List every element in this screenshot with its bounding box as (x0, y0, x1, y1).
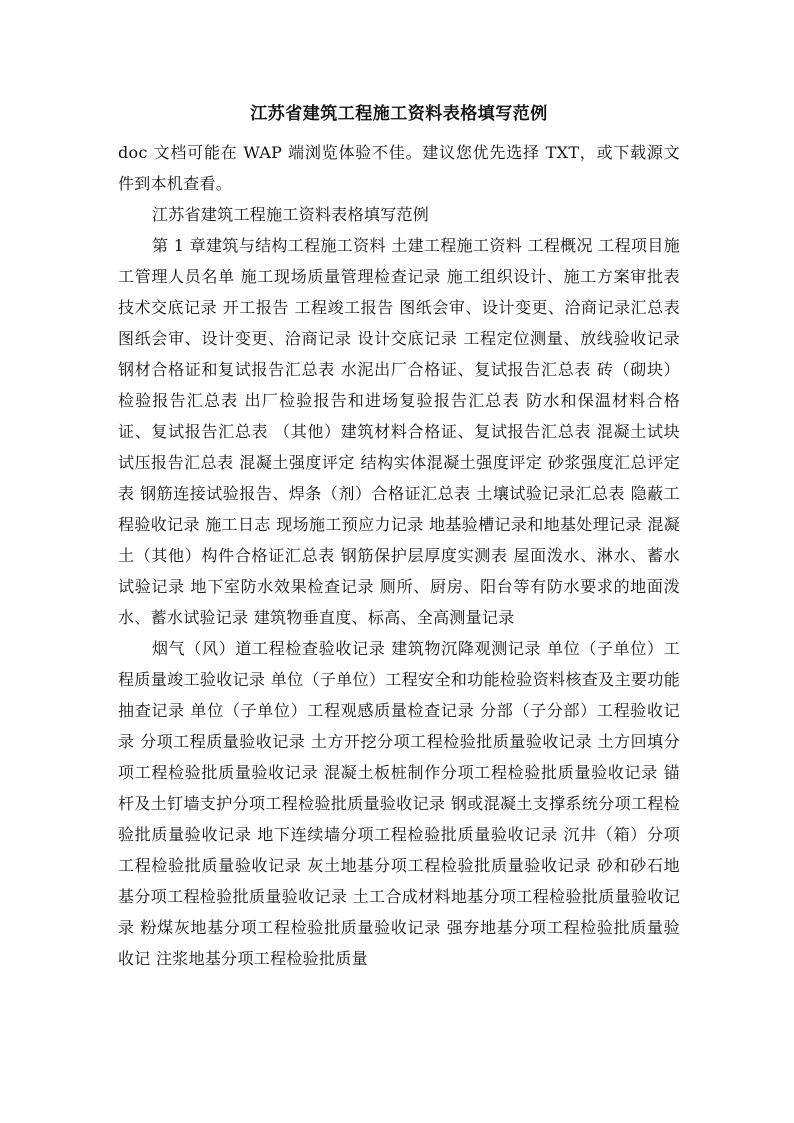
subtitle-paragraph: 江苏省建筑工程施工资料表格填写范例 (152, 205, 430, 224)
body-paragraph-1: 第 1 章建筑与结构工程施工资料 土建工程施工资料 工程概况 工程项目施工管理人员名单 施工现场质量管理检查记录 施工组织设计、施工方案审批表 技术交底记录 开工报告 工程竣工报告 图纸会审、设计变更、洽商记录汇总表 图纸会审、设计变更、洽商记录 设计交底记录 工程定位测量、放线验收记录 钢材合格证和复试报告汇总表 水泥出厂合格证、复试报告汇总表 砖（砌块）检验报告汇总表 出厂检验报告和进场复验报告汇总表 防水和保温材料合格证、复试报告汇总表 （其他）建筑材料合格证、复试报告汇总表 混凝土试块试压报告汇总表 混凝土强度评定 结构实体混凝土强度评定 砂浆强度汇总评定表 钢筋连接试验报告、焊条（剂）合格证汇总表 土壤试验记录汇总表 隐蔽工程验收记录 施工日志 现场施工预应力记录 地基验槽记录和地基处理记录 混凝土（其他）构件合格证汇总表 钢筋保护层厚度实测表 屋面泼水、淋水、蓄水试验记录 地下室防水效果检查记录 厕所、厨房、阳台等有防水要求的地面泼水、蓄水试验记录 建筑物垂直度、标高、全高测量记录 (118, 236, 680, 627)
document-page (118, 100, 680, 974)
document-title: 江苏省建筑工程施工资料表格填写范例 (250, 104, 548, 124)
body-paragraph-2: 烟气（风）道工程检查验收记录 建筑物沉降观测记录 单位（子单位）工程质量竣工验收记录 单位（子单位）工程安全和功能检验资料核查及主要功能抽查记录 单位（子单位）工程观感质量检查记录 分部（子分部）工程验收记录 分项工程质量验收记录 土方开挖分项工程检验批质量验收记录 土方回填分项工程检验批质量验收记录 混凝土板桩制作分项工程检验批质量验收记录 锚杆及土钉墙支护分项工程检验批质量验收记录 钢或混凝土支撑系统分项工程检验批质量验收记录 地下连续墙分项工程检验批质量验收记录 沉井（箱）分项工程检验批质量验收记录 灰土地基分项工程检验批质量验收记录 砂和砂石地基分项工程检验批质量验收记录 土工合成材料地基分项工程检验批质量验收记录 粉煤灰地基分项工程检验批质量验收记录 强夯地基分项工程检验批质量验收记 注浆地基分项工程检验批质量 (118, 639, 680, 968)
notice-paragraph: doc 文档可能在 WAP 端浏览体验不佳。建议您优先选择 TXT，或下载源文件到本机查看。 (118, 143, 680, 193)
